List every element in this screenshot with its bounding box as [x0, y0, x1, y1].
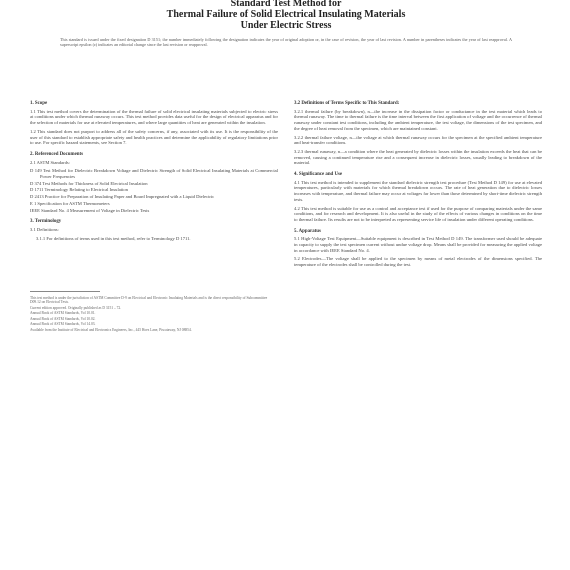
body-columns — [30, 95, 542, 568]
footnote: Current edition approved. Originally published as D 3151 – 72. — [30, 305, 122, 310]
section-heading-significance: 4. Significance and Use — [294, 172, 343, 178]
section-heading-definitions: 3.2 Definitions of Terms Specific to This Standard: — [294, 101, 400, 106]
standard-notice: This standard is issued under the fixed designation D 3151; the number immediately following the designation indicates the year of original adoption or, in the case of revision, the year of last revision. A number in parentheses indicates the year of last reapproval. A superscript epsilon (ε) indicates an editorial change since the last revision or reapproval. — [60, 37, 512, 48]
reference-item: D 1711 Terminology Relating to Electrical Insulation — [30, 187, 128, 193]
paragraph: 2.1 ASTM Standards: — [30, 159, 70, 165]
paragraph: 5.2 Electrodes—The voltage shall be applied to the specimen by means of metal electrodes of the dimensions specified. The temperature of the electrodes shall be controlled during the test. — [294, 256, 542, 268]
paragraph: 3.1.1 For definitions of terms used in this test method, refer to Terminology D 1711. — [36, 235, 191, 241]
paragraph: 5.1 High-Voltage Test Equipment—Suitable equipment is described in Test Method D 149. The transformer used should be adequate in capacity to supply the test specimen current without undue voltage drop. Means shall be provided for measuring the applied voltage in accordance with IEEE Standard No. 4. — [294, 236, 542, 253]
reference-item: E 1 Specification for ASTM Thermometers — [30, 200, 110, 206]
paragraph: 3.1 Definitions: — [30, 226, 59, 232]
reference-item: IEEE Standard No. 4 Measurement of Voltage in Dielectric Tests — [30, 207, 150, 213]
paragraph: 1.1 This test method covers the determination of the thermal failure of solid electrical insulating materials subjected to electric stress at conditions under which thermal runaway occurs. This test method provides data useful for the design of electrical apparatus and for the selection of materials for use at elevated temperatures, and where large quantities of heat are generated within the insulation. — [30, 108, 278, 126]
footnote: Annual Book of ASTM Standards, Vol 10.01. — [30, 311, 96, 316]
footnote: Annual Book of ASTM Standards, Vol 10.02. — [30, 316, 96, 321]
document-title — [30, 0, 542, 31]
reference-item: D 374 Test Methods for Thickness of Solid Electrical Insulation — [30, 180, 148, 186]
right-column — [294, 95, 542, 568]
reference-item: D 2413 Practice for Preparation of Insulating Paper and Board Impregnated with a Liquid Dielectric — [30, 194, 215, 200]
footnote: Annual Book of ASTM Standards, Vol 14.03. — [30, 322, 96, 327]
paragraph: 4.2 This test method is suitable for use as a control and acceptance test if used for the purpose of comparing materials under the same conditions, and for research and development. It is also useful in the study of the effects of various changes in conditions on the time to thermal failure. Its results are not to be interpreted as representing service life of insulation under different operating conditions. — [294, 205, 542, 222]
footnote: This test method is under the jurisdiction of ASTM Committee D-9 on Electrical and Electronic Insulating Materials and is the direct responsibility of Subcommittee D09.12 on Electrical Tests. — [30, 295, 268, 305]
paragraph: 4.1 This test method is intended to supplement the standard dielectric strength test procedure (Test Method D 149) for use at elevated temperatures, particularly with materials for which thermal breakdown occurs. The rate of heat generation due to dielectric losses increases with temperature, and thermal failure may occur at voltages far lower than those determined by short-time dielectric strength tests. — [294, 179, 542, 202]
paragraph: 3.2.1 thermal failure (by breakdown), n—the increase in the dissipation factor or conductance in the test material which leads to thermal runaway. The time to thermal failure is the time interval between the first application of voltage and the occurrence of thermal runaway under constant test conditions, including the ambient temperature, the test voltage, the dimensions of the test specimen, and the degree of heat removal from the specimen, which are maintained constant. — [294, 108, 542, 131]
title-line-1: Standard Test Method for — [230, 0, 342, 9]
paragraph: 3.2.2 thermal failure voltage, n—the voltage at which thermal runaway occurs for the specimen at the specified ambient temperature and heat-transfer conditions. — [294, 134, 542, 146]
title-line-2: Thermal Failure of Solid Electrical Insulating Materials — [166, 9, 406, 20]
left-column — [30, 95, 278, 568]
footnote: Available from the Institute of Electrical and Electronics Engineers, Inc., 445 Hoes Lane, Piscataway, NJ 08854. — [30, 327, 192, 332]
section-heading-apparatus: 5. Apparatus — [294, 228, 321, 234]
footnote-divider — [30, 291, 100, 292]
section-heading-referenced-documents: 2. Referenced Documents — [30, 151, 84, 157]
title-line-3: Under Electric Stress — [240, 20, 332, 31]
paragraph: 1.2 This standard does not purport to address all of the safety concerns, if any, associated with its use. It is the responsibility of the user of this standard to establish appropriate safety and health practices and determine the applicability of regulatory limitations prior to use. For specific hazard statements, see Section 7. — [30, 128, 278, 146]
paragraph: 3.2.3 thermal runaway, n—a condition where the heat generated by dielectric losses within the insulation exceeds the heat that can be removed, causing a continued temperature rise and a consequent increase in dielectric losses, usually leading to breakdown of the material. — [294, 148, 542, 166]
reference-item: D 149 Test Method for Dielectric Breakdown Voltage and Dielectric Strength of Solid Electrical Insulating Materials at Commercial Power Frequencies — [30, 168, 278, 180]
section-heading-terminology: 3. Terminology — [30, 219, 62, 225]
section-heading-scope: 1. Scope — [30, 101, 48, 106]
